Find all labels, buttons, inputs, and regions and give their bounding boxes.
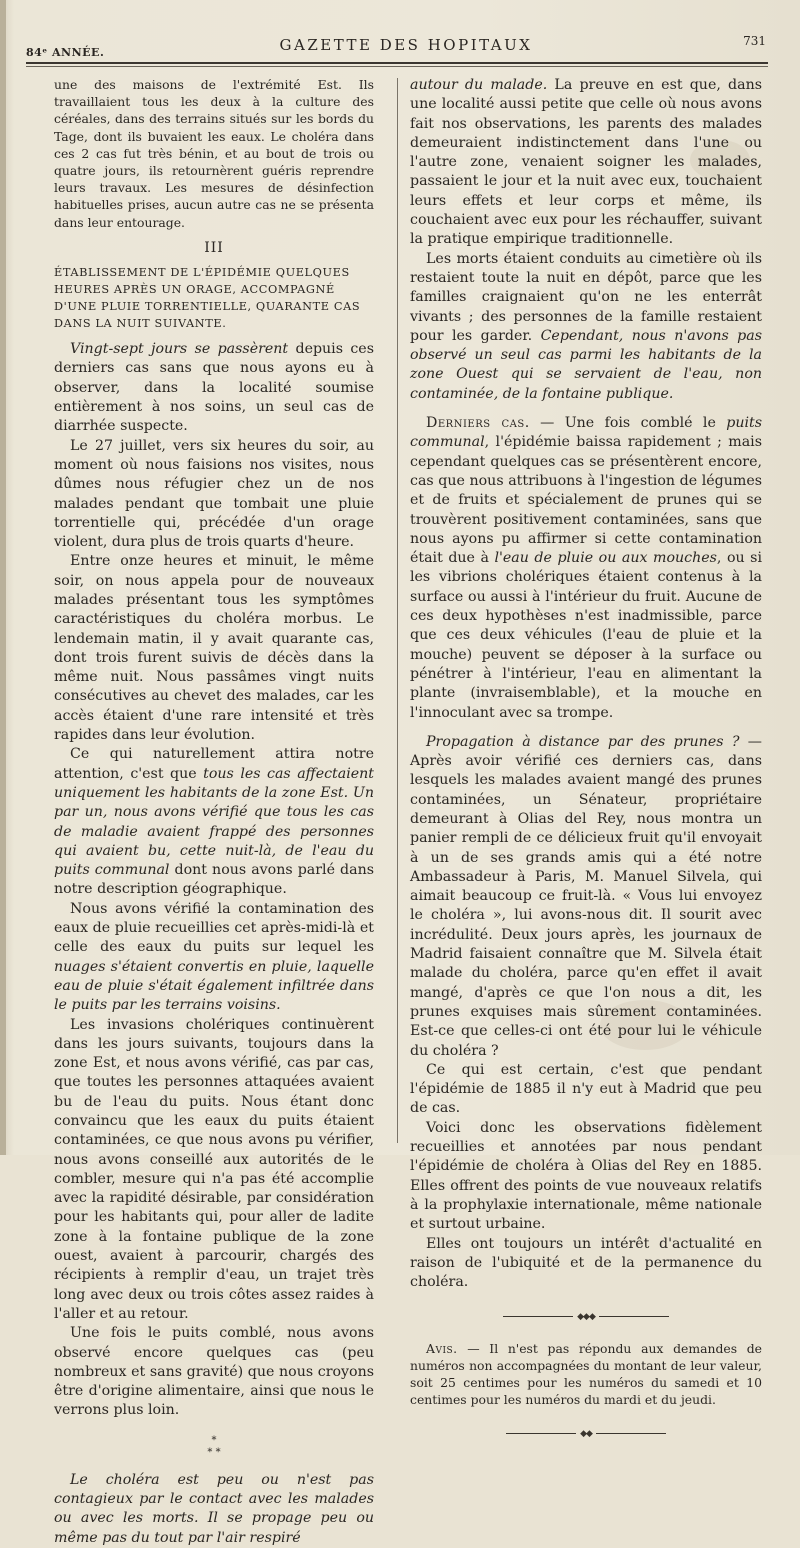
text-run: — Après avoir vérifié ces derniers cas, dans lesquels les malades avaient mangé des prunes contaminées, un Sénateur, propriétaire demeurant à Olias del Rey, nous montra un panier rempli de ce délicieux fruit qu'il envoyait à un de ses grands amis qui a été notre Ambassadeur à Paris, M. Manuel Silvela, qui aimait beaucoup ce fruit-là. « Vous lui envoyez le choléra », lui avons-nous dit. Il sourit avec incrédulité. Deux jours après, les journaux de Madrid faisaient connaître que M. Silvela était malade du choléra, parce qu'en effet il avait mangé, d'après ce que l'on nous a dit, les prunes exquises mais sûrement contaminées. Est-ce que celles-ci ont été pour lui le véhicule du choléra ? xyxy=(410,733,762,1059)
text-run: depuis ces derniers cas sans que nous ayons eu à observer, dans la localité soumise entièrement à nos soins, un seul cas de diarrhée suspecte. xyxy=(54,341,374,435)
paragraph: une des maisons de l'extrémité Est. Ils travaillaient tous les deux à la culture des céréales, dans des terrains situés sur les bords du Tage, dont ils buvaient les eaux. Le choléra dans ces 2 cas fut très bénin, et au bout de trois ou quatre jours, ils retournèrent guéris reprendre leurs travaux. Les mesures de désinfection habituelles prises, aucun autre cas ne se présenta dans leur entourage. xyxy=(54,77,374,230)
paragraph: Une fois le puits comblé, nous avons observé encore quelques cas (peu nombreux et sans gravité) que nous croyons être d'origine alimentaire, ainsi que nous le verrons plus loin. xyxy=(54,1325,374,1419)
section-number: III xyxy=(204,239,224,256)
text-run: — Il n'est pas répondu aux demandes de numéros non accompagnées du montant de leur valeur, soit 25 centimes pour les numéros du samedi et 10 centimes pour les numéros du mardi et du jeudi. xyxy=(410,1340,762,1408)
asterism-divider: * * * xyxy=(207,1434,221,1458)
paragraph xyxy=(410,76,762,250)
run-in-heading: Derniers cas. xyxy=(426,415,530,432)
header-rule xyxy=(26,62,768,64)
paragraph: Voici donc les observations fidèlement recueillies et annotées par nous pendant l'épidémie de choléra à Olias del Rey en 1885. Elles offrent des points de vue nouveaux relatifs à la prophylaxie internationale, même nationale et surtout urbaine. xyxy=(410,1119,762,1233)
italic-text: nuages s'étaient convertis en pluie, laquelle eau de pluie s'était également infiltrée dans le puits par les terrains voisins. xyxy=(54,958,374,1014)
paragraph xyxy=(410,414,762,723)
paragraph: Ce qui est certain, c'est que pendant l'épidémie de 1885 il n'y eut à Madrid que peu de cas. xyxy=(410,1061,762,1117)
ornament-divider: ◆◆◆ xyxy=(410,1308,762,1327)
text-run: Ce qui naturellement attira notre attention, c'est que xyxy=(54,746,374,782)
ornament-divider: ◆◆ xyxy=(410,1425,762,1444)
journal-title: GAZETTE DES HOPITAUX xyxy=(279,36,533,54)
paragraph xyxy=(54,745,374,899)
italic-text: Vingt-sept jours se passèrent xyxy=(70,341,289,358)
left-column xyxy=(54,76,374,1548)
paragraph: Le 27 juillet, vers six heures du soir, au moment où nous faisions nos visites, nous dûmes nous réfugier chez un de nos malades pendant que tombait une pluie torrentielle qui, précédée d'un orage violent, dura plus de trois quarts d'heure. xyxy=(54,437,374,551)
italic-text: Cependant, nous n'avons pas observé un seul cas parmi les habitants de la zone Ouest qui se servaient de l'eau, non contaminée, de la fontaine publique. xyxy=(410,327,762,402)
paragraph xyxy=(54,340,374,436)
italic-text: autour du malade. xyxy=(410,77,548,93)
paragraph: Elles ont toujours un intérêt d'actualité en raison de l'ubiquité et de la permanence du choléra. xyxy=(410,1235,762,1291)
spacer xyxy=(410,404,762,414)
italic-text: puits communal xyxy=(410,415,762,451)
text-run: , ou si les vibrions cholériques étaient contenus à la surface ou aussi à l'intérieur du fruit. Aucune de ces deux hypothèses n'est inadmissible, parce que ces deux véhicules (l'eau de pluie et la mouche) peuvent se déposer à la surface ou pénétrer à l'intérieur, l'eau en alimentant la plante (invraisemblable), et la mouche en l'innoculant avec sa trompe. xyxy=(410,550,762,721)
header-rule-thin xyxy=(26,66,768,67)
text-run: — Une fois comblé le xyxy=(529,415,727,432)
text-run: dont nous avons parlé dans notre description géographique. xyxy=(54,862,374,898)
italic-text: l'eau de pluie ou aux mouches xyxy=(494,550,717,567)
paragraph xyxy=(54,900,374,1016)
paragraph: Le choléra est peu ou n'est pas contagieux par le contact avec les malades ou avec les morts. Il se propage peu ou même pas du tout par l'air respiré xyxy=(54,1471,374,1546)
year-label: 84ᵉ ANNÉE. xyxy=(26,46,105,59)
paragraph xyxy=(410,250,762,404)
text-run: , l'épidémie baissa rapidement ; mais cependant quelques cas se présentèrent encore, cas que nous attribuons à l'ingestion de légumes et de fruits et spécialement de prunes qui se trouvèrent positivement contaminées, sans que nous ayons pu affirmer si cette contamination était due à xyxy=(410,434,762,567)
text-run: Les morts étaient conduits au cimetière où ils restaient toute la nuit en dépôt, parce que les familles craignaient qu'on ne les enterrât vivants ; des personnes de la famille restaient pour les garder. xyxy=(410,250,762,344)
notice-label: Avis. xyxy=(426,1340,458,1356)
run-in-heading: Propagation à distance par des prunes ? xyxy=(426,733,740,750)
italic-text: tous les cas affectaient uniquement les habitants de la zone Est. Un par un, nous avons vérifié que tous les cas de maladie avaient frappé des personnes qui avaient bu, cette nuit-là, de l'eau du puits communal xyxy=(54,765,374,879)
paragraph: Entre onze heures et minuit, le même soir, on nous appela pour de nouveaux malades présentant tous les symptômes caractéristiques du choléra morbus. Le lendemain matin, il y avait quarante cas, dont trois furent suivis de décès dans la même nuit. Nous passâmes vingt nuits consécutives au chevet des malades, car les accès étaient d'une rare intensité et très rapides dans leur évolution. xyxy=(54,553,374,744)
page-binding-edge xyxy=(0,0,6,1155)
spacer xyxy=(410,723,762,733)
right-column xyxy=(410,76,762,1456)
text-run: La preuve en est que, dans une localité aussi petite que celle où nous avons fait nos observations, les parents des malades demeuraient indistinctement dans l'une ou l'autre zone, venaient soigner les malades, passaient le jour et la nuit avec eux, touchaient leurs effets et leur corps et même, ils couchaient avec eux pour les réchauffer, suivant la pratique empirique traditionnelle. xyxy=(410,77,762,248)
paragraph: Les invasions cholériques continuèrent dans les jours suivants, toujours dans la zone Est, et nous avons vérifié, cas par cas, que toutes les personnes attaquées avaient bu de l'eau du puits. Nous étant donc convaincu que les eaux du puits étaient contaminées, ce que nous avons pu vérifier, nous avons conseillé aux autorités de le combler, mesure qui n'a pas été accomplie avec la rapidité désirable, par considération pour les habitants qui, pour aller de ladite zone à la fontaine publique de la zone ouest, avaient à parcourir, chargés des récipients à remplir d'eau, un trajet très long avec deux ou trois côtes assez raides à l'aller et au retour. xyxy=(54,1016,374,1322)
column-divider xyxy=(397,78,398,1143)
page-header xyxy=(26,26,766,66)
paragraph xyxy=(410,733,762,1061)
section-title: ÉTABLISSEMENT DE L'ÉPIDÉMIE QUELQUES HEURES APRÈS UN ORAGE, ACCOMPAGNÉ D'UNE PLUIE TORRENTIELLE, QUARANTE CAS DANS LA NUIT SUIVANTE. xyxy=(54,266,361,331)
notice-paragraph xyxy=(410,1340,762,1409)
text-run: Nous avons vérifié la contamination des eaux de pluie recueillies cet après-midi-là et celle des eaux du puits sur lequel les xyxy=(54,900,374,956)
page-number: 731 xyxy=(743,34,766,48)
